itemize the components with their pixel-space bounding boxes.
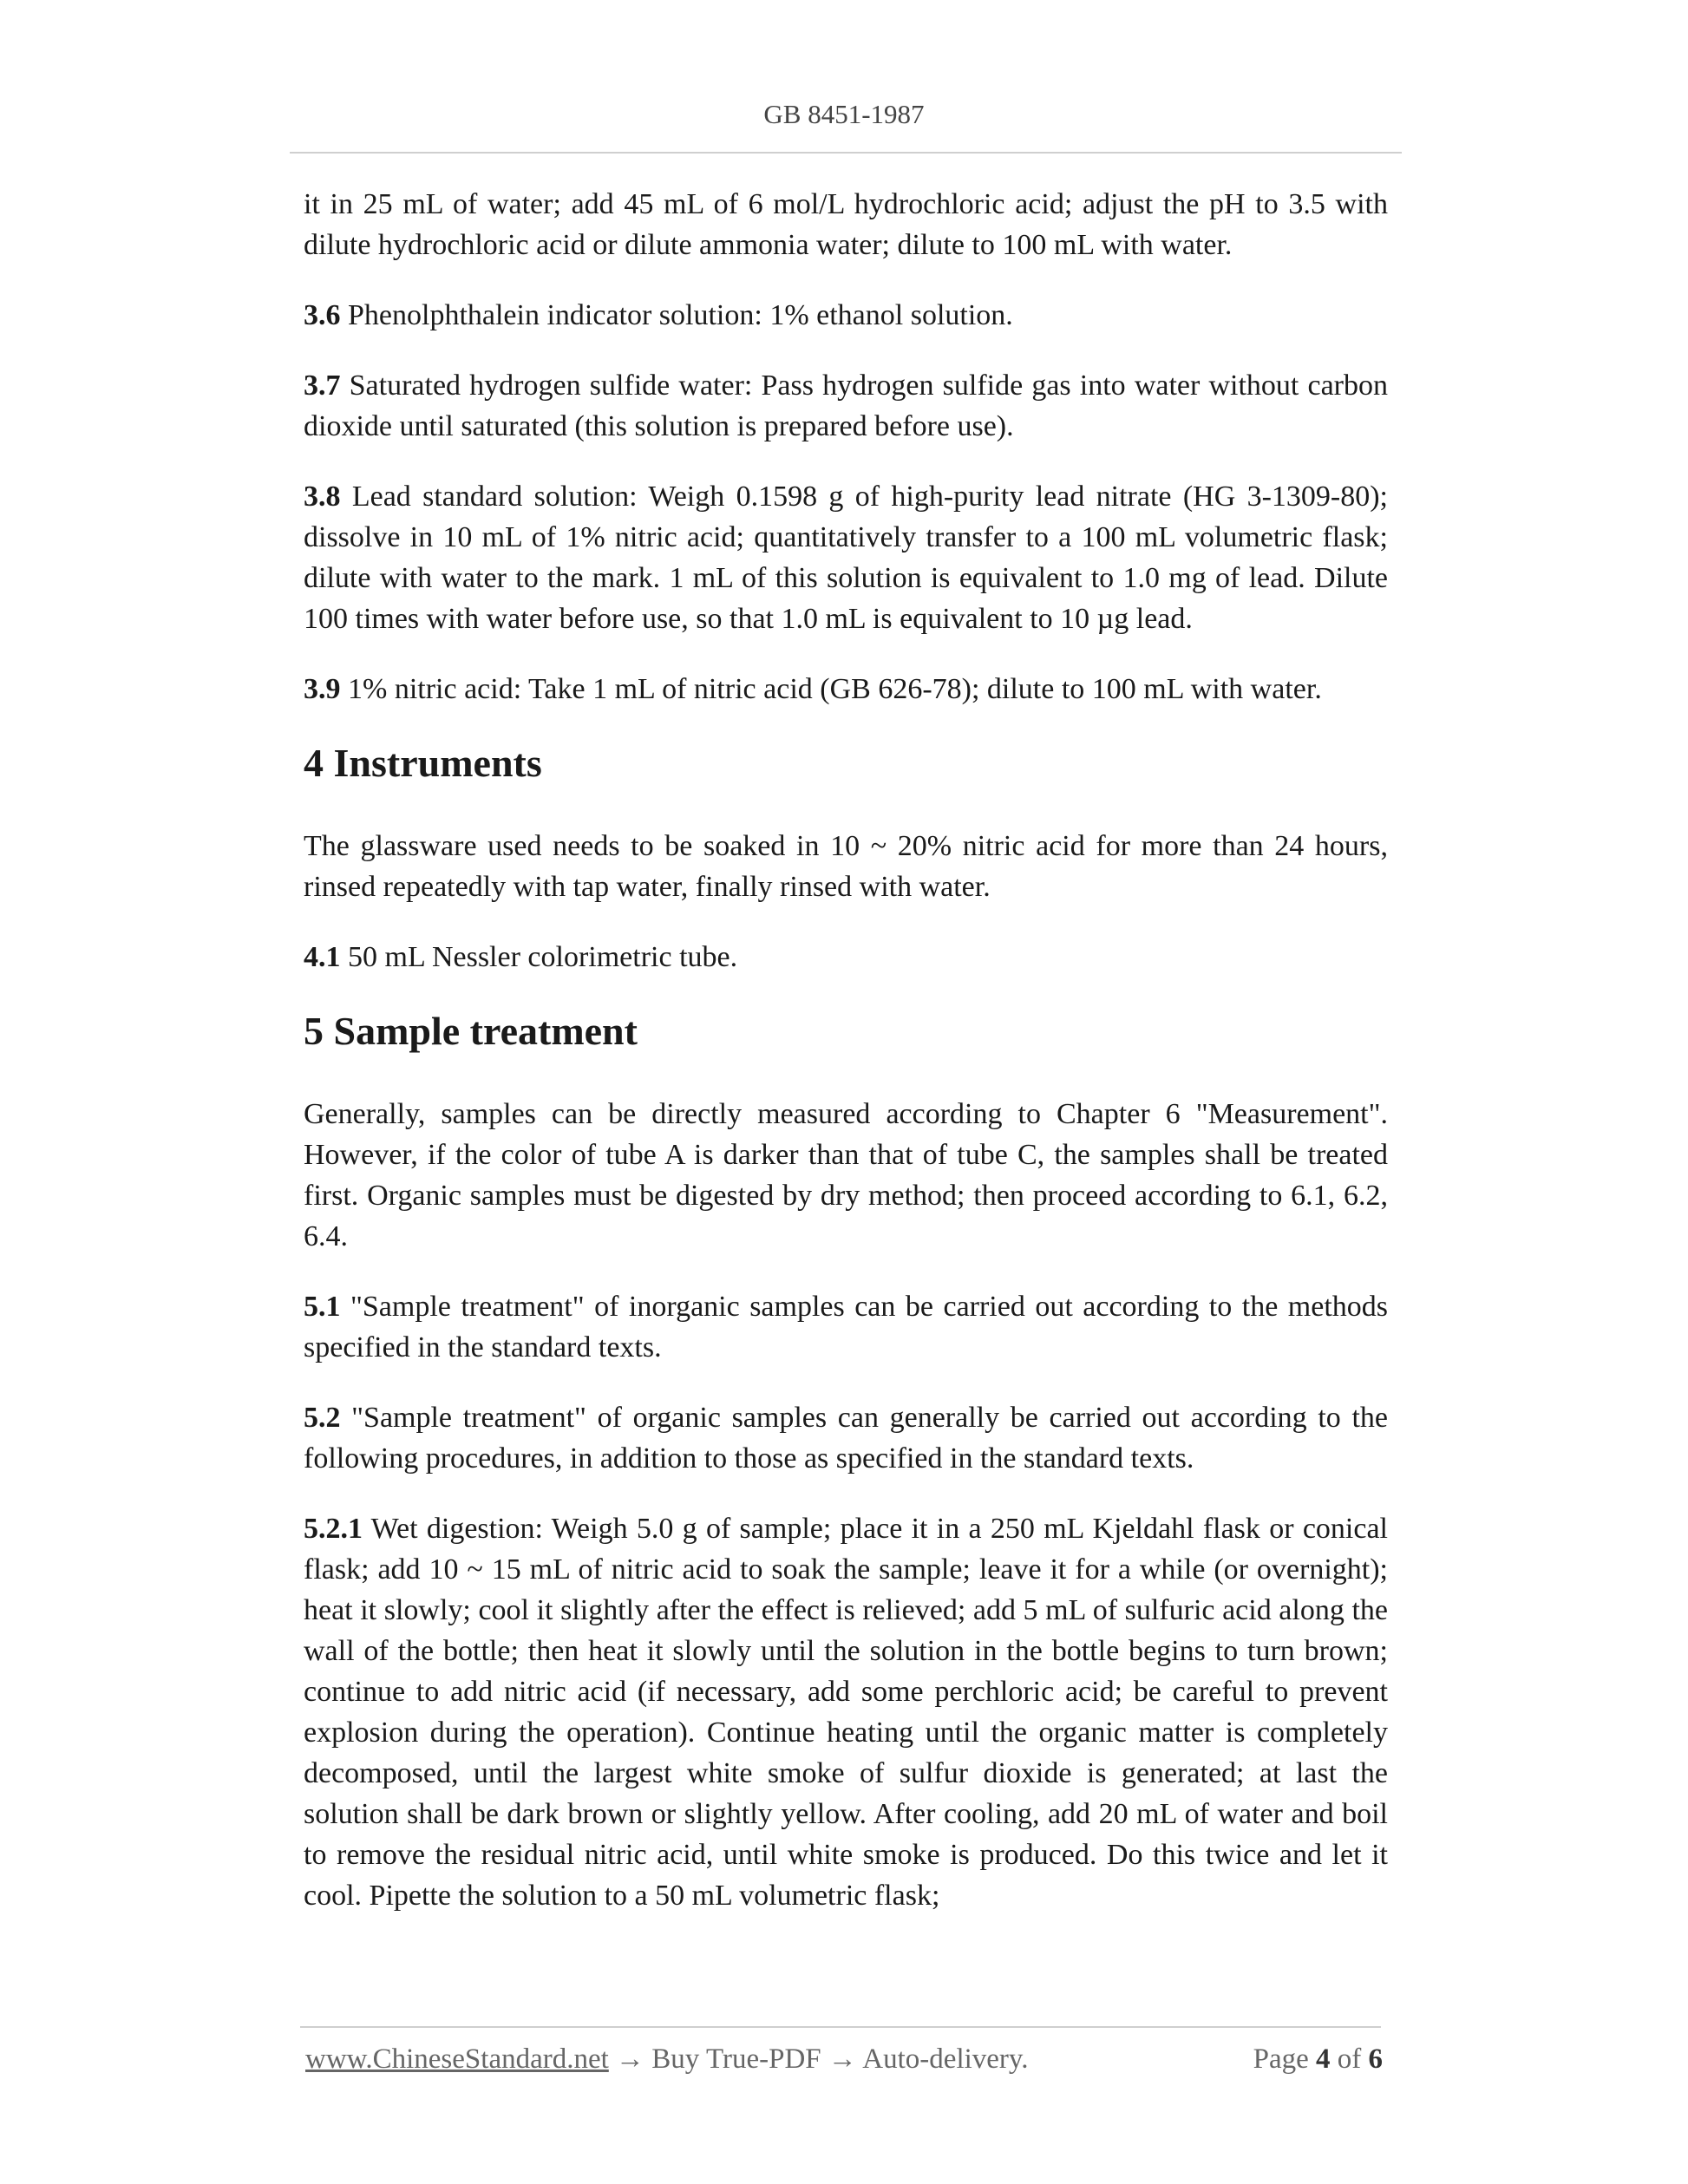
paragraph-5-2	[304, 1397, 1388, 1479]
current-page: 4	[1316, 2043, 1331, 2075]
paragraph-5-2-1	[304, 1508, 1388, 1916]
clause-number: 4.1	[304, 941, 341, 973]
total-pages: 6	[1368, 2043, 1383, 2075]
paragraph-3-7	[304, 365, 1388, 447]
clause-number: 3.8	[304, 481, 341, 513]
clause-number: 3.7	[304, 369, 341, 402]
page-content	[304, 184, 1388, 1945]
paragraph-text: "Sample treatment" of inorganic samples can be carried out according to the methods specified in the standard texts.	[304, 1291, 1388, 1363]
of-label: of	[1330, 2043, 1369, 2075]
clause-number: 5.2	[304, 1402, 341, 1434]
paragraph-text: Saturated hydrogen sulfide water: Pass hydrogen sulfide gas into water without carbon dioxide until saturated (this solution is prepared before use).	[304, 369, 1388, 442]
header-divider	[290, 152, 1402, 154]
paragraph-text: "Sample treatment" of organic samples can generally be carried out according to the following procedures, in addition to those as specified in the standard texts.	[304, 1402, 1388, 1475]
section-5-heading: 5 Sample treatment	[304, 1009, 638, 1053]
paragraph-3-9	[304, 669, 1388, 709]
clause-number: 3.9	[304, 673, 341, 705]
paragraph-text: Phenolphthalein indicator solution: 1% ethanol solution.	[340, 299, 1013, 331]
paragraph-text: Wet digestion: Weigh 5.0 g of sample; place it in a 250 mL Kjeldahl flask or conical flask; add 10 ~ 15 mL of nitric acid to soak the sample; leave it for a while (or overnight); heat it slowly; cool it slightly after the effect is relieved; add 5 mL of sulfuric acid along the wall of the bottle; then heat it slowly until the solution in the bottle begins to turn brown; continue to add nitric acid (if necessary, add some perchloric acid; be careful to prevent explosion during the operation). Continue heating until the organic matter is completely decomposed, until the largest white smoke of sulfur dioxide is generated; at last the solution shall be dark brown or slightly yellow. After cooling, add 20 mL of water and boil to remove the residual nitric acid, until white smoke is produced. Do this twice and let it cool. Pipette the solution to a 50 mL volumetric flask;	[304, 1513, 1388, 1912]
clause-number: 5.1	[304, 1291, 341, 1323]
footer-tagline: → Buy True-PDF → Auto-delivery.	[608, 2043, 1029, 2075]
paragraph-5-1	[304, 1286, 1388, 1368]
paragraph-text: 50 mL Nessler colorimetric tube.	[340, 941, 738, 973]
clause-number: 5.2.1	[304, 1513, 363, 1545]
page-indicator	[1253, 2043, 1383, 2076]
paragraph-text: 1% nitric acid: Take 1 mL of nitric acid (GB 626-78); dilute to 100 mL with water.	[340, 673, 1322, 705]
paragraph-3-6	[304, 295, 1388, 336]
section-4-intro: The glassware used needs to be soaked in 10 ~ 20% nitric acid for more than 24 hours, rinsed repeatedly with tap water, finally rinsed with water.	[304, 830, 1388, 903]
page-footer	[305, 2043, 1383, 2076]
page-label: Page	[1253, 2043, 1316, 2075]
footer-left	[305, 2043, 1029, 2076]
paragraph-text: it in 25 mL of water; add 45 mL of 6 mol/L hydrochloric acid; adjust the pH to 3.5 with dilute hydrochloric acid or dilute ammonia water; dilute to 100 mL with water.	[304, 188, 1388, 261]
clause-number: 3.6	[304, 299, 341, 331]
website-link[interactable]: www.ChineseStandard.net	[305, 2043, 609, 2075]
paragraph-3-5-continued	[304, 184, 1388, 265]
page-header-title: GB 8451-1987	[763, 99, 925, 129]
paragraph-3-8	[304, 476, 1388, 639]
footer-divider	[300, 2026, 1381, 2028]
section-4-heading: 4 Instruments	[304, 741, 542, 785]
paragraph-4-1	[304, 937, 1388, 978]
section-5-intro: Generally, samples can be directly measured according to Chapter 6 "Measurement". However, if the color of tube A is darker than that of tube C, the samples shall be treated first. Organic samples must be digested by dry method; then proceed according to 6.1, 6.2, 6.4.	[304, 1098, 1388, 1252]
paragraph-text: Lead standard solution: Weigh 0.1598 g of high-purity lead nitrate (HG 3-1309-80); dissolve in 10 mL of 1% nitric acid; quantitatively transfer to a 100 mL volumetric flask; dilute with water to the mark. 1 mL of this solution is equivalent to 1.0 mg of lead. Dilute 100 times with water before use, so that 1.0 mL is equivalent to 10 µg lead.	[304, 481, 1388, 635]
